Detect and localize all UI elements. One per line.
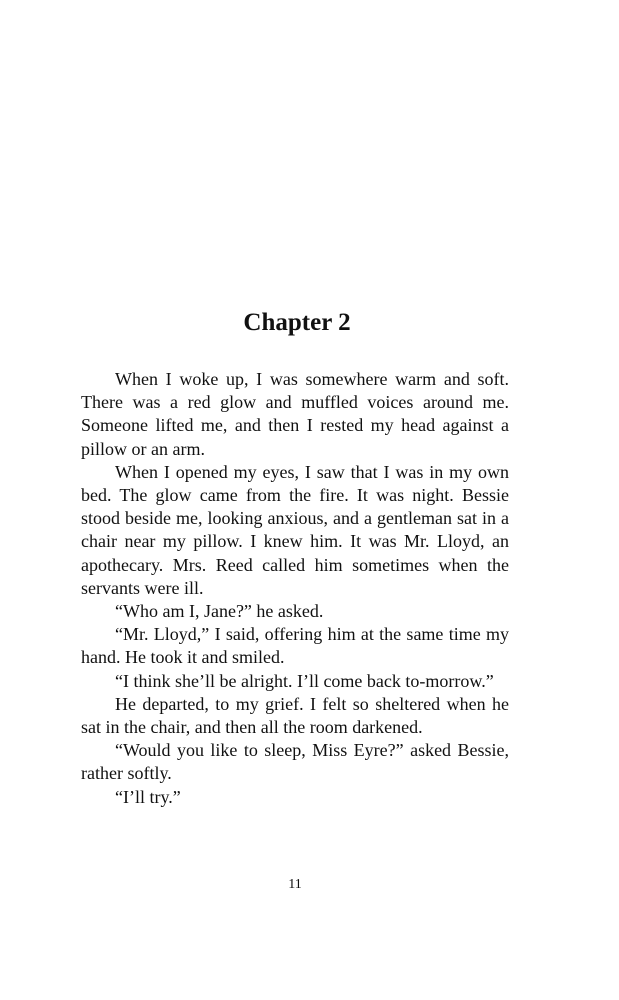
paragraph: “Who am I, Jane?” he asked.: [115, 601, 324, 622]
paragraph: When I opened my eyes, I saw that I was in my own bed. The glow came from the fire. It was night. Bessie stood beside me, looking anxious, and a gentleman sat in a chair near my pillow. I knew him. It was Mr. Lloyd, an apothecary. Mrs. Reed called him sometimes when the servants were ill.: [81, 461, 509, 598]
paragraph: “I think she’ll be alright. I’ll come back to-morrow.”: [115, 670, 494, 691]
paragraph: “Mr. Lloyd,” I said, offering him at the same time my hand. He took it and smiled.: [81, 624, 509, 668]
paragraph: “I’ll try.”: [115, 786, 181, 807]
paragraph: “Would you like to sleep, Miss Eyre?” asked Bessie, rather softly.: [81, 740, 509, 784]
paragraph: When I woke up, I was somewhere warm and soft. There was a red glow and muffled voices around me. Someone lifted me, and then I rested my head against a pillow or an arm.: [81, 369, 509, 459]
chapter-title: Chapter 2: [243, 309, 351, 336]
chapter-body: [81, 368, 509, 809]
page-number: 11: [288, 877, 302, 892]
paragraph: He departed, to my grief. I felt so sheltered when he sat in the chair, and then all the room darkened.: [81, 693, 509, 738]
